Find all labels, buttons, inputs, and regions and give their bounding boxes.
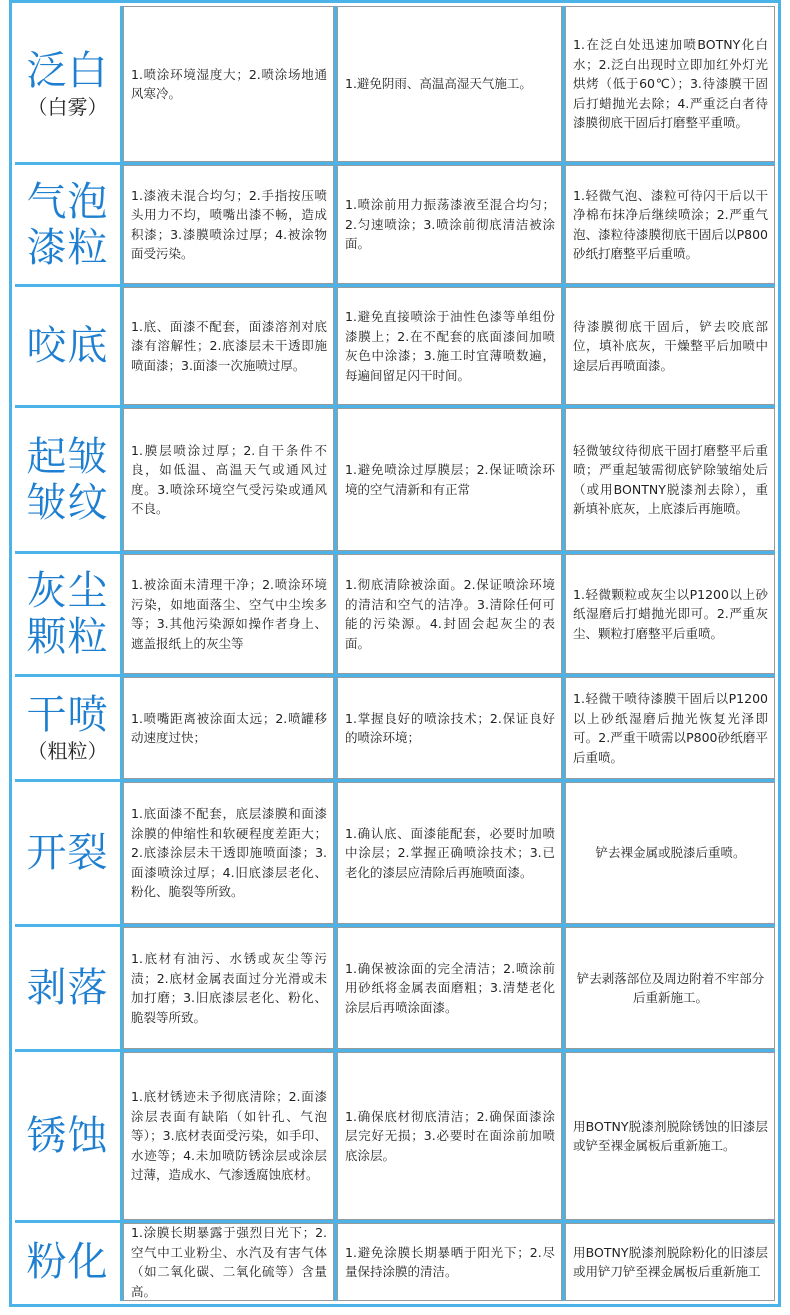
defects-table-frame <box>9 0 781 1307</box>
cause-cell <box>123 927 334 1049</box>
cause-text: 1.底面漆不配套，底层漆膜和面漆涂膜的伸缩性和软硬程度差距大；2.底漆涂层未干透即施喷面漆；3.面漆喷涂过厚；4.旧底漆层老化、粉化、脆裂等所致。 <box>131 806 327 900</box>
remedy-cell <box>565 927 775 1049</box>
defect-name-cell <box>15 927 120 1049</box>
prevention-text: 1.避免直接喷涂于油性色漆等单组份漆膜上；2.在不配套的底面漆间加喷灰色中涂漆；3.施工时宜薄喷数遍，每遍间留足闪干时间。 <box>345 309 555 383</box>
defect-name: 泛白 <box>26 48 109 94</box>
remedy-cell <box>565 165 775 284</box>
prevention-text: 1.避免喷涂过厚膜层；2.保证喷涂环境的空气清新和有正常 <box>345 462 555 497</box>
defect-name-cell <box>15 408 120 551</box>
cause-cell <box>123 1052 334 1220</box>
cause-text: 1.涂膜长期暴露于强烈日光下；2.空气中工业粉尘、水汽及有害气体（如二氧化碳、二氧化硫等）含量高。 <box>131 1225 327 1299</box>
cause-text: 1.漆液未混合均匀；2.手指按压喷头用力不均，喷嘴出漆不畅，造成积漆；3.漆膜喷涂过厚；4.被涂物面受污染。 <box>131 187 327 261</box>
cause-cell <box>123 6 334 162</box>
prevention-text: 1.确认底、面漆能配套，必要时加喷中涂层；2.掌握正确喷涂技术；3.已老化的漆层应清除后再施喷面漆。 <box>345 825 555 880</box>
prevention-text: 1.掌握良好的喷涂技术；2.保证良好的喷涂环境； <box>345 710 555 745</box>
remedy-text: 用BOTNY脱漆剂脱除粉化的旧漆层或用铲刀铲至裸金属板后重新施工 <box>573 1244 768 1279</box>
defect-name: 气泡 漆粒 <box>26 178 109 271</box>
remedy-cell <box>565 6 775 162</box>
prevention-text: 1.确保被涂面的完全清洁；2.喷涂前用砂纸将金属表面磨粗；3.清楚老化涂层后再喷涂面漆。 <box>345 960 555 1015</box>
cause-cell <box>123 165 334 284</box>
remedy-text: 轻微皱纹待彻底干固打磨整平后重喷；严重起皱需彻底铲除皱缩处后（或用BONTNY脱漆剂去除），重新填补底灰，上底漆后再施喷。 <box>573 442 768 516</box>
defect-name-cell <box>15 677 120 779</box>
prevention-cell <box>337 165 562 284</box>
prevention-cell <box>337 287 562 405</box>
remedy-cell <box>565 287 775 405</box>
defect-name: 干喷 <box>26 692 109 738</box>
prevention-cell <box>337 677 562 779</box>
remedy-text: 铲去剥落部位及周边附着不牢部分后重新施工。 <box>576 970 765 1005</box>
defect-name: 锈蚀 <box>26 1113 109 1159</box>
remedy-text: 1.轻微颗粒或灰尘以P1200以上砂纸湿磨后打蜡抛光即可。2.严重灰尘、颗粒打磨整平后重喷。 <box>573 586 768 641</box>
prevention-text: 1.喷涂前用力振荡漆液至混合均匀；2.匀速喷涂；3.喷涂前彻底清洁被涂面。 <box>345 197 555 252</box>
cause-cell <box>123 554 334 674</box>
defect-name: 起皱 皱纹 <box>26 433 109 526</box>
defect-alias: （白雾） <box>27 95 108 119</box>
defect-name: 咬底 <box>26 323 109 369</box>
remedy-text: 铲去裸金属或脱漆后重喷。 <box>595 845 746 861</box>
defect-name-cell <box>15 287 120 405</box>
cause-text: 1.喷涂环境湿度大；2.喷涂场地通风寒冷。 <box>131 66 327 101</box>
prevention-text: 1.彻底清除被涂面。2.保证喷涂环境的清洁和空气的洁净。3.清除任何可能的污染源。4.封固会起灰尘的表面。 <box>345 577 555 651</box>
remedy-text: 1.在泛白处迅速加喷BOTNY化白水；2.泛白出现时立即加红外灯光烘烤（低于60℃）；3.待漆膜干固后打蜡抛光去除；4.严重泛白者待漆膜彻底干固后打磨整平重喷。 <box>573 37 768 131</box>
remedy-text: 1.轻微干喷待漆膜干固后以P1200以上砂纸湿磨后抛光恢复光泽即可。2.严重干喷需以P800砂纸磨平后重喷。 <box>573 691 768 765</box>
defect-name: 粉化 <box>26 1239 109 1285</box>
prevention-text: 1.避免涂膜长期暴晒于阳光下；2.尽量保持涂膜的清洁。 <box>345 1244 555 1279</box>
defect-name-cell <box>15 165 120 284</box>
defect-name-cell <box>15 1052 120 1220</box>
remedy-cell <box>565 1223 775 1301</box>
cause-cell <box>123 782 334 924</box>
prevention-cell <box>337 6 562 162</box>
prevention-text: 1.避免阴雨、高温高湿天气施工。 <box>345 76 532 92</box>
cause-text: 1.底材锈迹未予彻底清除；2.面漆涂层表面有缺陷（如针孔、气泡等）；3.底材表面受污染，如手印、水迹等；4.未加喷防锈涂层或涂层过薄，造成水、气渗透腐蚀底材。 <box>131 1089 327 1183</box>
cause-cell <box>123 1223 334 1301</box>
cause-text: 1.喷嘴距离被涂面太远；2.喷罐移动速度过快； <box>131 710 327 745</box>
cause-cell <box>123 408 334 551</box>
defect-name: 灰尘 颗粒 <box>26 568 109 660</box>
cause-text: 1.底材有油污、水锈或灰尘等污渍；2.底材金属表面过分光滑或未加打磨；3.旧底漆层老化、粉化、脆裂等所致。 <box>131 951 327 1025</box>
cause-text: 1.膜层喷涂过厚；2.自干条件不良，如低温、高温天气或通风过度。3.喷涂环境空气受污染或通风不良。 <box>131 442 327 516</box>
defect-name-cell <box>15 1223 120 1301</box>
defect-name-cell <box>15 6 120 162</box>
remedy-cell <box>565 554 775 674</box>
remedy-text: 用BOTNY脱漆剂脱除锈蚀的旧漆层或铲至裸金属板后重新施工。 <box>573 1118 768 1153</box>
prevention-text: 1.确保底材彻底清洁；2.确保面漆涂层完好无损；3.必要时在面涂前加喷底涂层。 <box>345 1108 555 1163</box>
defect-name-cell <box>15 782 120 924</box>
defect-alias: （粗粒） <box>27 739 108 763</box>
defects-table <box>15 6 775 1301</box>
remedy-cell <box>565 1052 775 1220</box>
prevention-cell <box>337 1052 562 1220</box>
cause-text: 1.被涂面未清理干净；2.喷涂环境污染，如地面落尘、空气中尘埃多等；3.其他污染源如操作者身上、遮盖报纸上的灰尘等 <box>131 577 327 651</box>
defect-name: 开裂 <box>26 830 109 876</box>
cause-cell <box>123 287 334 405</box>
remedy-text: 1.轻微气泡、漆粒可待闪干后以干净棉布抹净后继续喷涂；2.严重气泡、漆粒待漆膜彻底干固后以P800砂纸打磨整平后重喷。 <box>573 187 768 261</box>
remedy-cell <box>565 677 775 779</box>
prevention-cell <box>337 1223 562 1301</box>
prevention-cell <box>337 927 562 1049</box>
prevention-cell <box>337 408 562 551</box>
cause-text: 1.底、面漆不配套，面漆溶剂对底漆有溶解性；2.底漆层未干透即施喷面漆；3.面漆一次施喷过厚。 <box>131 318 327 373</box>
remedy-text: 待漆膜彻底干固后，铲去咬底部位，填补底灰，干燥整平后加喷中途层后再喷面漆。 <box>573 318 768 373</box>
remedy-cell <box>565 408 775 551</box>
prevention-cell <box>337 782 562 924</box>
prevention-cell <box>337 554 562 674</box>
cause-cell <box>123 677 334 779</box>
defect-name-cell <box>15 554 120 674</box>
defect-name: 剥落 <box>26 965 109 1011</box>
remedy-cell <box>565 782 775 924</box>
